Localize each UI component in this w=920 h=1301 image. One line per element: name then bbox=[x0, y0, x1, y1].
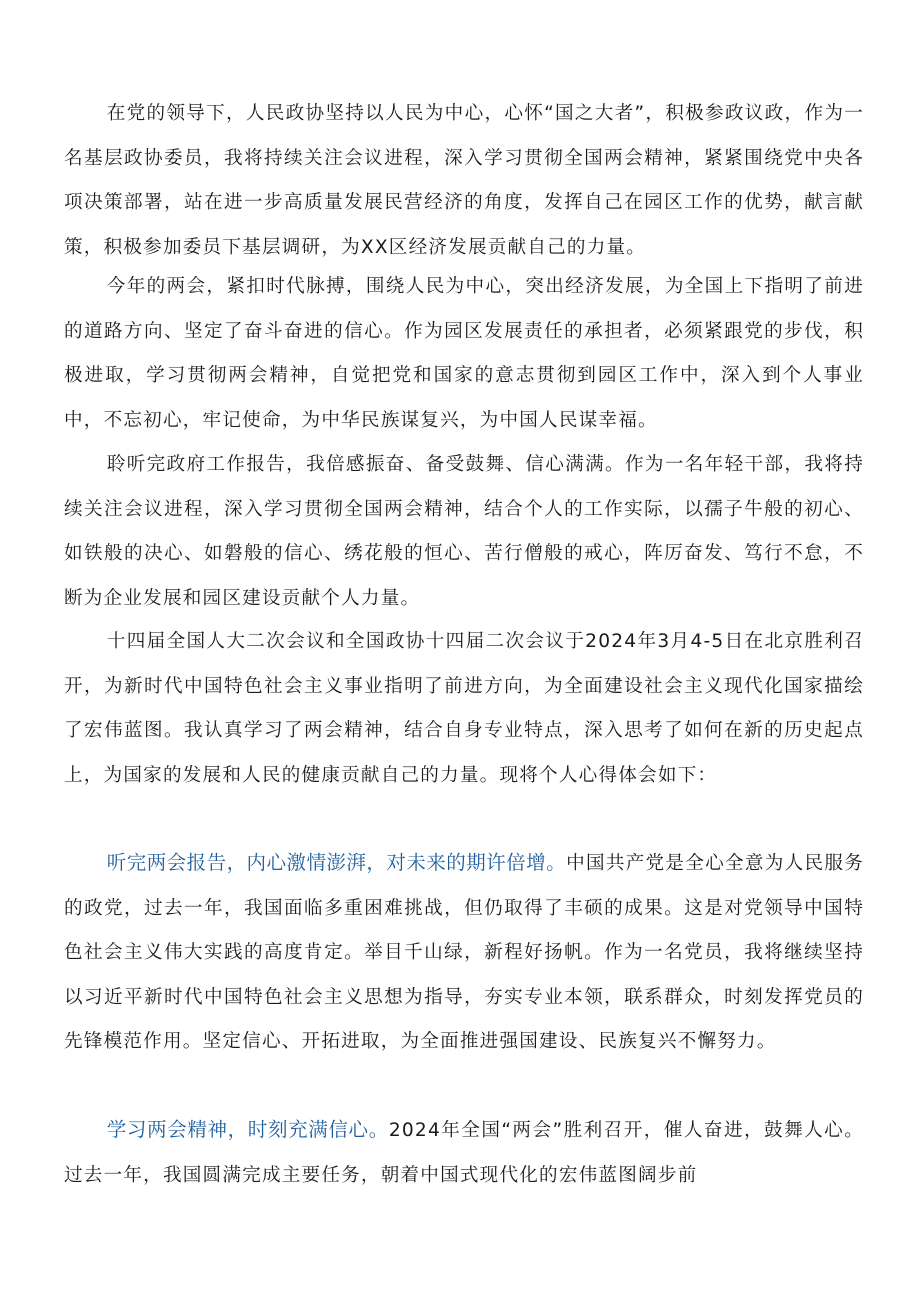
paragraph-4-text: 十四届全国人大二次会议和全国政协十四届二次会议于2024年3月4-5日在北京胜利召开，为新时代中国特色社会主义事业指明了前进方向，为全面建设社会主义现代化国家描绘了宏伟蓝图。我认真学习了两会精神，结合自身专业特点，深入思考了如何在新的历史起点上，为国家的发展和人民的健康贡献自己的力量。现将个人心得体会如下： bbox=[64, 631, 864, 786]
paragraph-4 bbox=[64, 620, 864, 798]
paragraph-3-text: 聆听完政府工作报告，我倍感振奋、备受鼓舞、信心满满。作为一名年轻干部，我将持续关注会议进程，深入学习贯彻全国两会精神，结合个人的工作实际，以孺子牛般的初心、如铁般的决心、如磐般的信心、绣花般的恒心、苦行僧般的戒心，阵厉奋发、笃行不怠，不断为企业发展和园区建设贡献个人力量。 bbox=[64, 454, 864, 609]
paragraph-5 bbox=[64, 841, 864, 1065]
paragraph-6-text: 2024年全国“两会”胜利召开，催人奋进，鼓舞人心。过去一年，我国圆满完成主要任务，朝着中国式现代化的宏伟蓝图阔步前 bbox=[64, 1120, 864, 1186]
paragraph-1-text: 在党的领导下，人民政协坚持以人民为中心，心怀“国之大者”，积极参政议政，作为一名基层政协委员，我将持续关注会议进程，深入学习贯彻全国两会精神，紧紧围绕党中央各项决策部署，站在进一步高质量发展民营经济的角度，发挥自己在园区工作的优势，献言献策，积极参加委员下基层调研，为XX区经济发展贡献自己的力量。 bbox=[64, 103, 864, 258]
paragraph-6-heading: 学习两会精神，时刻充满信心。 bbox=[106, 1118, 389, 1141]
paragraph-2 bbox=[64, 265, 864, 443]
paragraph-5-heading: 听完两会报告，内心激情澎湃，对未来的期许倍增。 bbox=[106, 851, 567, 874]
paragraph-6 bbox=[64, 1108, 864, 1198]
paragraph-5-text: 中国共产党是全心全意为人民服务的政党，过去一年，我国面临多重困难挑战，但仍取得了丰硕的成果。这是对党领导中国特色社会主义伟大实践的高度肯定。举目千山绿，新程好扬帆。作为一名党员，我将继续坚持以习近平新时代中国特色社会主义思想为指导，夯实专业本领，联系群众，时刻发挥党员的先锋模范作用。坚定信心、开拓进取，为全面推进强国建设、民族复兴不懈努力。 bbox=[64, 853, 864, 1052]
paragraph-2-text: 今年的两会，紧扣时代脉搏，围绕人民为中心，突出经济发展，为全国上下指明了前进的道路方向、坚定了奋斗奋进的信心。作为园区发展责任的承担者，必须紧跟党的步伐，积极进取，学习贯彻两会精神，自觉把党和国家的意志贯彻到园区工作中，深入到个人事业中，不忘初心，牢记使命，为中华民族谋复兴，为中国人民谋幸福。 bbox=[64, 276, 864, 431]
paragraph-1 bbox=[64, 92, 864, 270]
paragraph-3 bbox=[64, 443, 864, 621]
